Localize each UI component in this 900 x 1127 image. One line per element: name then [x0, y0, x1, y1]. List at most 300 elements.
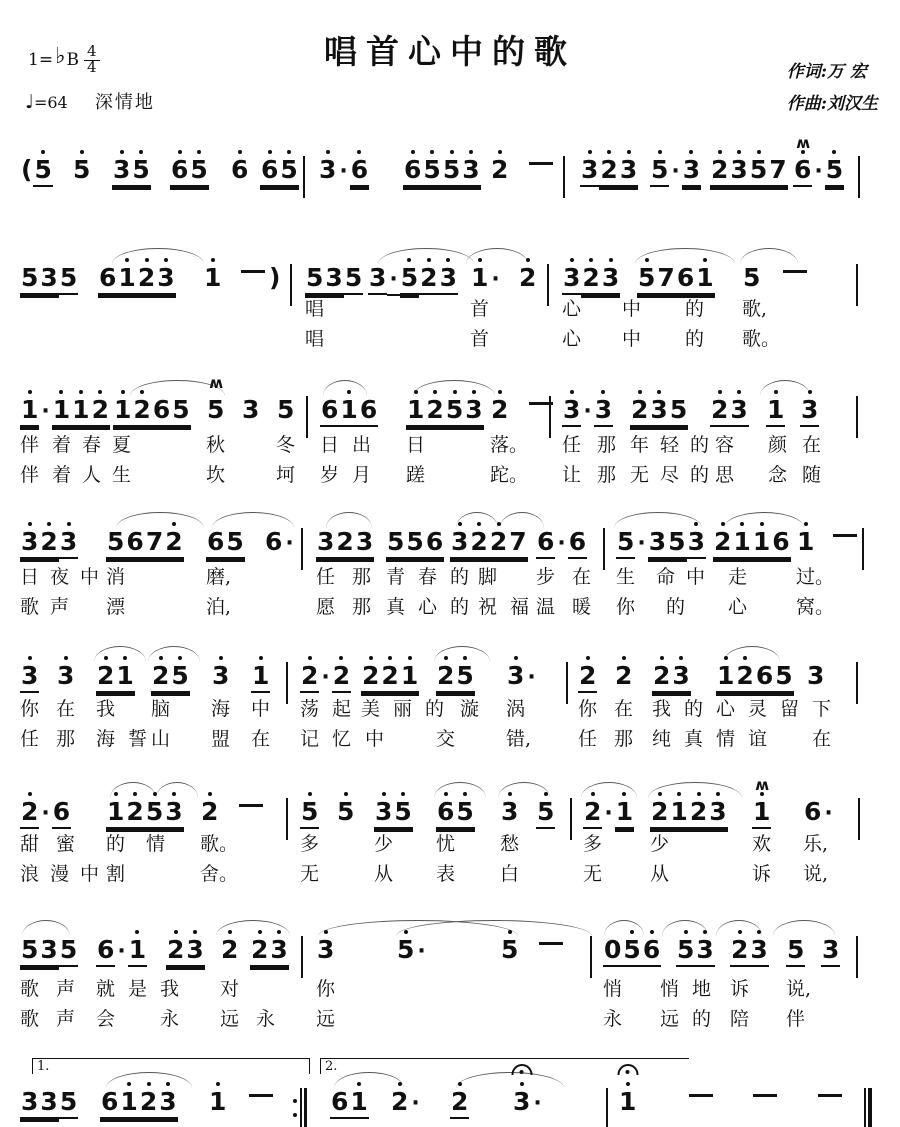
octave-dot-above [59, 390, 63, 394]
octave-dot-above [121, 390, 125, 394]
note-digit: 2 [469, 528, 488, 559]
lyric-char: 那 [597, 434, 617, 456]
lyric-char: 生 [616, 566, 636, 588]
dash-note [239, 804, 263, 807]
octave-dot-above [28, 390, 32, 394]
note-digit: 1 [695, 264, 714, 295]
lyric-char: 悄 [603, 978, 623, 1000]
note-digit: 2 [710, 156, 729, 187]
note-digit: 1 [766, 396, 785, 427]
note-digit: 3 [562, 396, 581, 427]
lyric-char: 任 [562, 434, 582, 456]
augmentation-dot: · [285, 531, 294, 556]
note-cell [578, 662, 597, 693]
augmentation-dot: · [824, 801, 833, 826]
note-digit: 3 [821, 936, 840, 967]
lyric-char: 中 [251, 698, 271, 720]
lyric-char: 记 [300, 728, 320, 750]
augmentation-dot: · [533, 1091, 542, 1116]
note-digit: 3 [461, 156, 480, 187]
slur-arc [323, 380, 367, 396]
note-digit: 5 [400, 264, 419, 295]
lyric-char: 中 [80, 566, 100, 588]
note-cell [251, 662, 270, 693]
dash-note [818, 1094, 842, 1097]
note-digit: 5 [386, 528, 405, 559]
note-digit: 2 [164, 528, 183, 559]
note-digit: 3 [450, 528, 469, 559]
note-cell [742, 264, 761, 293]
octave-dot-above [211, 258, 215, 262]
augmentation-dot: · [339, 159, 348, 184]
lyric-char: 歌, [742, 298, 768, 320]
note-cell [436, 798, 475, 829]
note-cell [526, 396, 556, 415]
octave-dot-above [721, 522, 725, 526]
slur-arc [334, 1072, 404, 1088]
lyric-char: 说, [803, 863, 829, 885]
lyric-char: 悄 [660, 978, 680, 1000]
lyric-char: 的 [685, 298, 705, 320]
note-digit: 6 [359, 396, 378, 427]
note-digit: 5 [336, 798, 355, 827]
note-digit: 2 [139, 1088, 158, 1119]
note-digit: 3 [708, 798, 727, 829]
octave-dot-above [344, 792, 348, 796]
lyric-char: 日 [20, 566, 40, 588]
slur-arc [434, 646, 490, 662]
note-digit: 5 [106, 528, 125, 559]
augmentation-dot: · [417, 939, 426, 964]
note-digit: 2 [380, 662, 399, 693]
augmentation-dot: · [321, 665, 330, 690]
note-cell [112, 156, 151, 187]
note-digit: 6 [755, 662, 774, 693]
note-digit: 1 [752, 528, 771, 559]
octave-dot-above [498, 150, 502, 154]
lyric-char: 永 [160, 1008, 180, 1030]
octave-dot-above [716, 792, 720, 796]
barline [549, 396, 551, 438]
lyric-char: 那 [352, 596, 372, 618]
note-cell [750, 1088, 780, 1107]
note-cell [316, 528, 374, 559]
octave-dot-above [228, 930, 232, 934]
octave-dot-above [446, 258, 450, 262]
note-cell [780, 264, 810, 283]
note-digit: 2 [300, 662, 319, 693]
note-cell [260, 156, 299, 187]
note-digit: 6 [125, 528, 144, 559]
mordent-icon: ʍ [796, 134, 810, 152]
note-cell [246, 1088, 276, 1107]
augmentation-dot: · [41, 801, 50, 826]
octave-dot-above [601, 390, 605, 394]
lyric-char: 无 [300, 863, 320, 885]
octave-dot-above [697, 792, 701, 796]
lyric-char: 的 [106, 833, 126, 855]
note-digit: 5 [536, 798, 555, 829]
song-title: 唱首心中的歌 [324, 32, 576, 71]
slur-arc [22, 920, 70, 936]
lyric-char: 夜 [50, 566, 70, 588]
note-digit: 1 [251, 662, 270, 693]
octave-dot-above [684, 930, 688, 934]
octave-dot-above [369, 656, 373, 660]
slur-arc [614, 512, 702, 528]
lyric-char: 永 [603, 1008, 623, 1030]
octave-dot-above [28, 656, 32, 660]
note-digit: 2 [91, 396, 110, 427]
dash-note [241, 270, 265, 273]
barline [286, 798, 288, 840]
note-digit: 5 [170, 662, 189, 693]
note-digit: 2 [650, 798, 669, 829]
lyric-char: 声 [56, 1008, 76, 1030]
time-signature [84, 44, 100, 76]
note-digit: 3 [185, 936, 204, 967]
barline [856, 662, 858, 704]
lyric-char: 表 [436, 863, 456, 885]
note-cell [713, 528, 791, 559]
lyric-char: 春 [418, 566, 438, 588]
credits [787, 56, 878, 121]
lyric-char: 多 [583, 833, 603, 855]
slur-arc [434, 782, 486, 798]
note-digit: 5 [393, 798, 412, 829]
lyric-char: 漫 [50, 863, 70, 885]
lyric-char: 舍。 [200, 863, 239, 885]
octave-dot-above [589, 258, 593, 262]
note-cell [238, 264, 268, 283]
lyric-char: 夏 [112, 434, 132, 456]
lyric-char: 中 [622, 298, 642, 320]
octave-dot-above [308, 792, 312, 796]
lyric-char: 任 [578, 728, 598, 750]
note-digit: 3 [619, 156, 638, 187]
note-digit: 3 [671, 662, 690, 693]
lyric-char: 山 [151, 728, 171, 750]
lyric-char: 错, [506, 728, 532, 750]
note-digit: 3 [318, 156, 337, 185]
note-digit: 3 [316, 936, 335, 965]
note-cell [803, 798, 835, 828]
augmentation-dot: · [583, 399, 592, 424]
note-digit: 1 [117, 264, 136, 295]
note-cell [470, 264, 502, 294]
note-digit: 1 [615, 798, 634, 829]
note-digit: 2 [39, 528, 58, 559]
note-cell [96, 936, 147, 967]
augmentation-dot: · [41, 399, 50, 424]
repeat-dot [293, 1099, 297, 1103]
note-cell [236, 798, 266, 817]
augmentation-dot: · [117, 939, 126, 964]
dash-note [249, 1094, 273, 1097]
octave-dot-above [677, 792, 681, 796]
lyric-char: 月 [352, 464, 372, 486]
lyric-char: 在 [802, 434, 822, 456]
octave-dot-above [79, 390, 83, 394]
octave-dot-above [127, 1082, 131, 1086]
barline [590, 936, 592, 978]
slur-arc [724, 512, 804, 528]
octave-dot-above [159, 656, 163, 660]
note-digit: 5 [189, 156, 208, 187]
slur-arc [456, 1072, 564, 1088]
dash-note [529, 162, 553, 165]
note-digit: 3 [687, 528, 706, 559]
note-digit: 5 [145, 798, 164, 829]
octave-dot-above [472, 390, 476, 394]
lyric-char: 忆 [332, 728, 352, 750]
lyric-char: 永 [256, 1008, 276, 1030]
note-cell [512, 1088, 544, 1118]
note-digit: 2 [125, 798, 144, 829]
augmentation-dot: · [491, 267, 500, 292]
lyric-char: 蹉 [406, 464, 426, 486]
octave-dot-above [638, 390, 642, 394]
octave-dot-above [164, 258, 168, 262]
note-cell [200, 798, 219, 827]
note-digit: 3 [156, 264, 175, 295]
note-digit: 3 [20, 528, 39, 559]
note-digit: 2 [361, 662, 380, 693]
key-prefix: 1= [28, 49, 54, 70]
lyric-char: 唱 [305, 298, 325, 320]
note-digit: 2 [735, 662, 754, 693]
note-digit: 5 [277, 395, 295, 424]
octave-dot-above [268, 150, 272, 154]
dash-note [753, 1094, 777, 1097]
note-digit: 6 [771, 528, 790, 559]
note-digit: 2 [390, 1088, 409, 1117]
time-numerator: 4 [84, 42, 100, 61]
lyric-char: 无 [583, 863, 603, 885]
octave-dot-above [258, 930, 262, 934]
note-digit: 2 [200, 798, 219, 827]
lyric-char: 就 [96, 978, 116, 1000]
octave-dot-above [398, 1082, 402, 1086]
octave-dot-above [401, 792, 405, 796]
octave-dot-above [408, 656, 412, 660]
octave-dot-above [193, 930, 197, 934]
note-cell [100, 1088, 178, 1119]
note-digit: 1 [349, 1088, 368, 1119]
octave-dot-above [544, 792, 548, 796]
lyric-char: 蜜 [56, 833, 76, 855]
lyric-char: 步 [536, 566, 556, 588]
note-digit: 2 [166, 936, 185, 967]
octave-dot-above [660, 656, 664, 660]
lyric-char: 中 [80, 863, 100, 885]
note-cell [264, 528, 296, 558]
lyric-char: 荡 [300, 698, 320, 720]
octave-dot-above [339, 656, 343, 660]
note-digit: 1 [113, 396, 132, 427]
octave-dot-above [757, 930, 761, 934]
octave-dot-above [804, 522, 808, 526]
lyric-char: 让 [562, 464, 582, 486]
lyric-char: 浪 [20, 863, 40, 885]
augmentation-dot: · [604, 801, 613, 826]
octave-dot-above [259, 656, 263, 660]
lyric-char: 年 [630, 434, 650, 456]
octave-dot-above [740, 522, 744, 526]
lyric-char: 坎 [206, 464, 226, 486]
lyric-char: 心 [728, 596, 748, 618]
barline [300, 1088, 302, 1127]
octave-dot-above [125, 258, 129, 262]
lyric-char: 远 [316, 1008, 336, 1030]
lyric-char: 海 [96, 728, 116, 750]
note-digit: 3 [211, 662, 230, 691]
note-cell [361, 662, 419, 693]
note-digit: 1 [796, 528, 815, 557]
lyric-char: 过。 [796, 566, 835, 588]
note-digit: 5 [743, 263, 761, 292]
note-digit: 6 [804, 797, 822, 826]
note-cell [603, 936, 661, 967]
octave-dot-above [526, 258, 530, 262]
note-cell [686, 1088, 716, 1107]
octave-dot-above [414, 390, 418, 394]
octave-dot-above [277, 930, 281, 934]
lyric-char: 灵 [748, 698, 768, 720]
lyric-char: 无 [630, 464, 650, 486]
note-digit: 1 [119, 1088, 138, 1119]
note-digit: 6 [350, 156, 369, 187]
lyric-char: 留 [780, 698, 800, 720]
note-cell [170, 156, 209, 187]
lyric-char: 的 [450, 566, 470, 588]
slur-arc [581, 782, 637, 798]
note-digit: 5 [500, 936, 519, 965]
note-cell [518, 264, 537, 293]
lyric-char: 的 [684, 698, 704, 720]
lyric-char: 远 [660, 1008, 680, 1030]
note-cell [56, 662, 75, 691]
note-cell [336, 798, 355, 827]
lyric-char: 福 [510, 596, 530, 618]
lyric-char: 伴 [20, 464, 40, 486]
note-digit: 5 [786, 936, 805, 967]
barline [306, 396, 308, 438]
octave-dot-above [737, 150, 741, 154]
lyric-char: 着 [52, 434, 72, 456]
note-digit: 1 [208, 1088, 227, 1117]
note-digit: 1 [128, 936, 147, 967]
octave-dot-above [388, 656, 392, 660]
note-cell [450, 1088, 469, 1119]
note-digit: 6 [100, 1088, 119, 1119]
note-cell [206, 528, 245, 559]
note-cell [526, 156, 556, 175]
note-digit: 3 [39, 264, 58, 295]
octave-dot-above [153, 792, 157, 796]
octave-dot-above [450, 150, 454, 154]
note-digit: 2 [599, 156, 618, 187]
lyric-char: 誓 [128, 728, 148, 750]
lyric-char: 忧 [436, 833, 456, 855]
octave-dot-above [724, 656, 728, 660]
octave-dot-above [657, 390, 661, 394]
lyric-char: 中 [686, 566, 706, 588]
note-digit: 1 [106, 798, 125, 829]
note-cell [20, 662, 39, 693]
note-digit: 5 [616, 528, 635, 559]
octave-dot-above [738, 930, 742, 934]
note-digit: 2 [132, 396, 151, 427]
note-digit: 2 [332, 662, 351, 693]
octave-dot-above [411, 150, 415, 154]
augmentation-dot: · [557, 531, 566, 556]
lyric-char: 对 [220, 978, 240, 1000]
octave-dot-above [114, 792, 118, 796]
augmentation-dot: · [671, 159, 680, 184]
note-digit: 6 [330, 1088, 349, 1119]
note-cell [676, 936, 715, 967]
lyric-char: 轻 [660, 434, 680, 456]
slur-arc [604, 920, 644, 936]
final-barline [864, 1088, 866, 1127]
lyric-char: 日 [406, 434, 426, 456]
octave-dot-above [123, 656, 127, 660]
note-cell [166, 936, 205, 967]
note-digit: 2 [20, 798, 39, 829]
octave-dot-above [458, 1082, 462, 1086]
note-digit: 2 [490, 396, 509, 425]
note-digit: 5 [344, 264, 363, 295]
note-digit: 6 [206, 528, 225, 559]
note-digit: 3 [355, 528, 374, 559]
note-digit: 2 [614, 662, 633, 691]
augmentation-dot: · [637, 531, 646, 556]
barline [303, 156, 305, 198]
octave-dot-above [591, 792, 595, 796]
note-cell [450, 528, 528, 559]
note-digit: 6 [568, 528, 587, 559]
lyric-char: 在 [812, 728, 832, 750]
note-cell [305, 264, 363, 295]
slur-arc [212, 512, 294, 528]
barline [566, 662, 568, 704]
octave-dot-above [197, 150, 201, 154]
lyric-char: 白 [500, 863, 520, 885]
note-cell [821, 936, 840, 967]
octave-dot-above [404, 930, 408, 934]
lyric-char: 真 [684, 728, 704, 750]
octave-dot-above [140, 390, 144, 394]
octave-dot-above [120, 150, 124, 154]
note-digit: 3 [59, 528, 78, 559]
lyric-char: 温 [536, 596, 556, 618]
note-digit: 6 [425, 528, 444, 559]
note-digit: 3 [20, 1088, 39, 1119]
octave-dot-above [586, 656, 590, 660]
note-digit: 3 [374, 798, 393, 829]
lyric-char: 生 [112, 464, 132, 486]
octave-dot-above [469, 150, 473, 154]
lyric-char: 那 [352, 566, 372, 588]
barline [301, 936, 303, 978]
lyric-char: 秋 [206, 434, 226, 456]
tempo-marking [25, 88, 155, 114]
note-digit: 7 [145, 528, 164, 559]
octave-dot-above [622, 792, 626, 796]
barline [858, 156, 860, 198]
note-digit: 5 [59, 936, 78, 967]
